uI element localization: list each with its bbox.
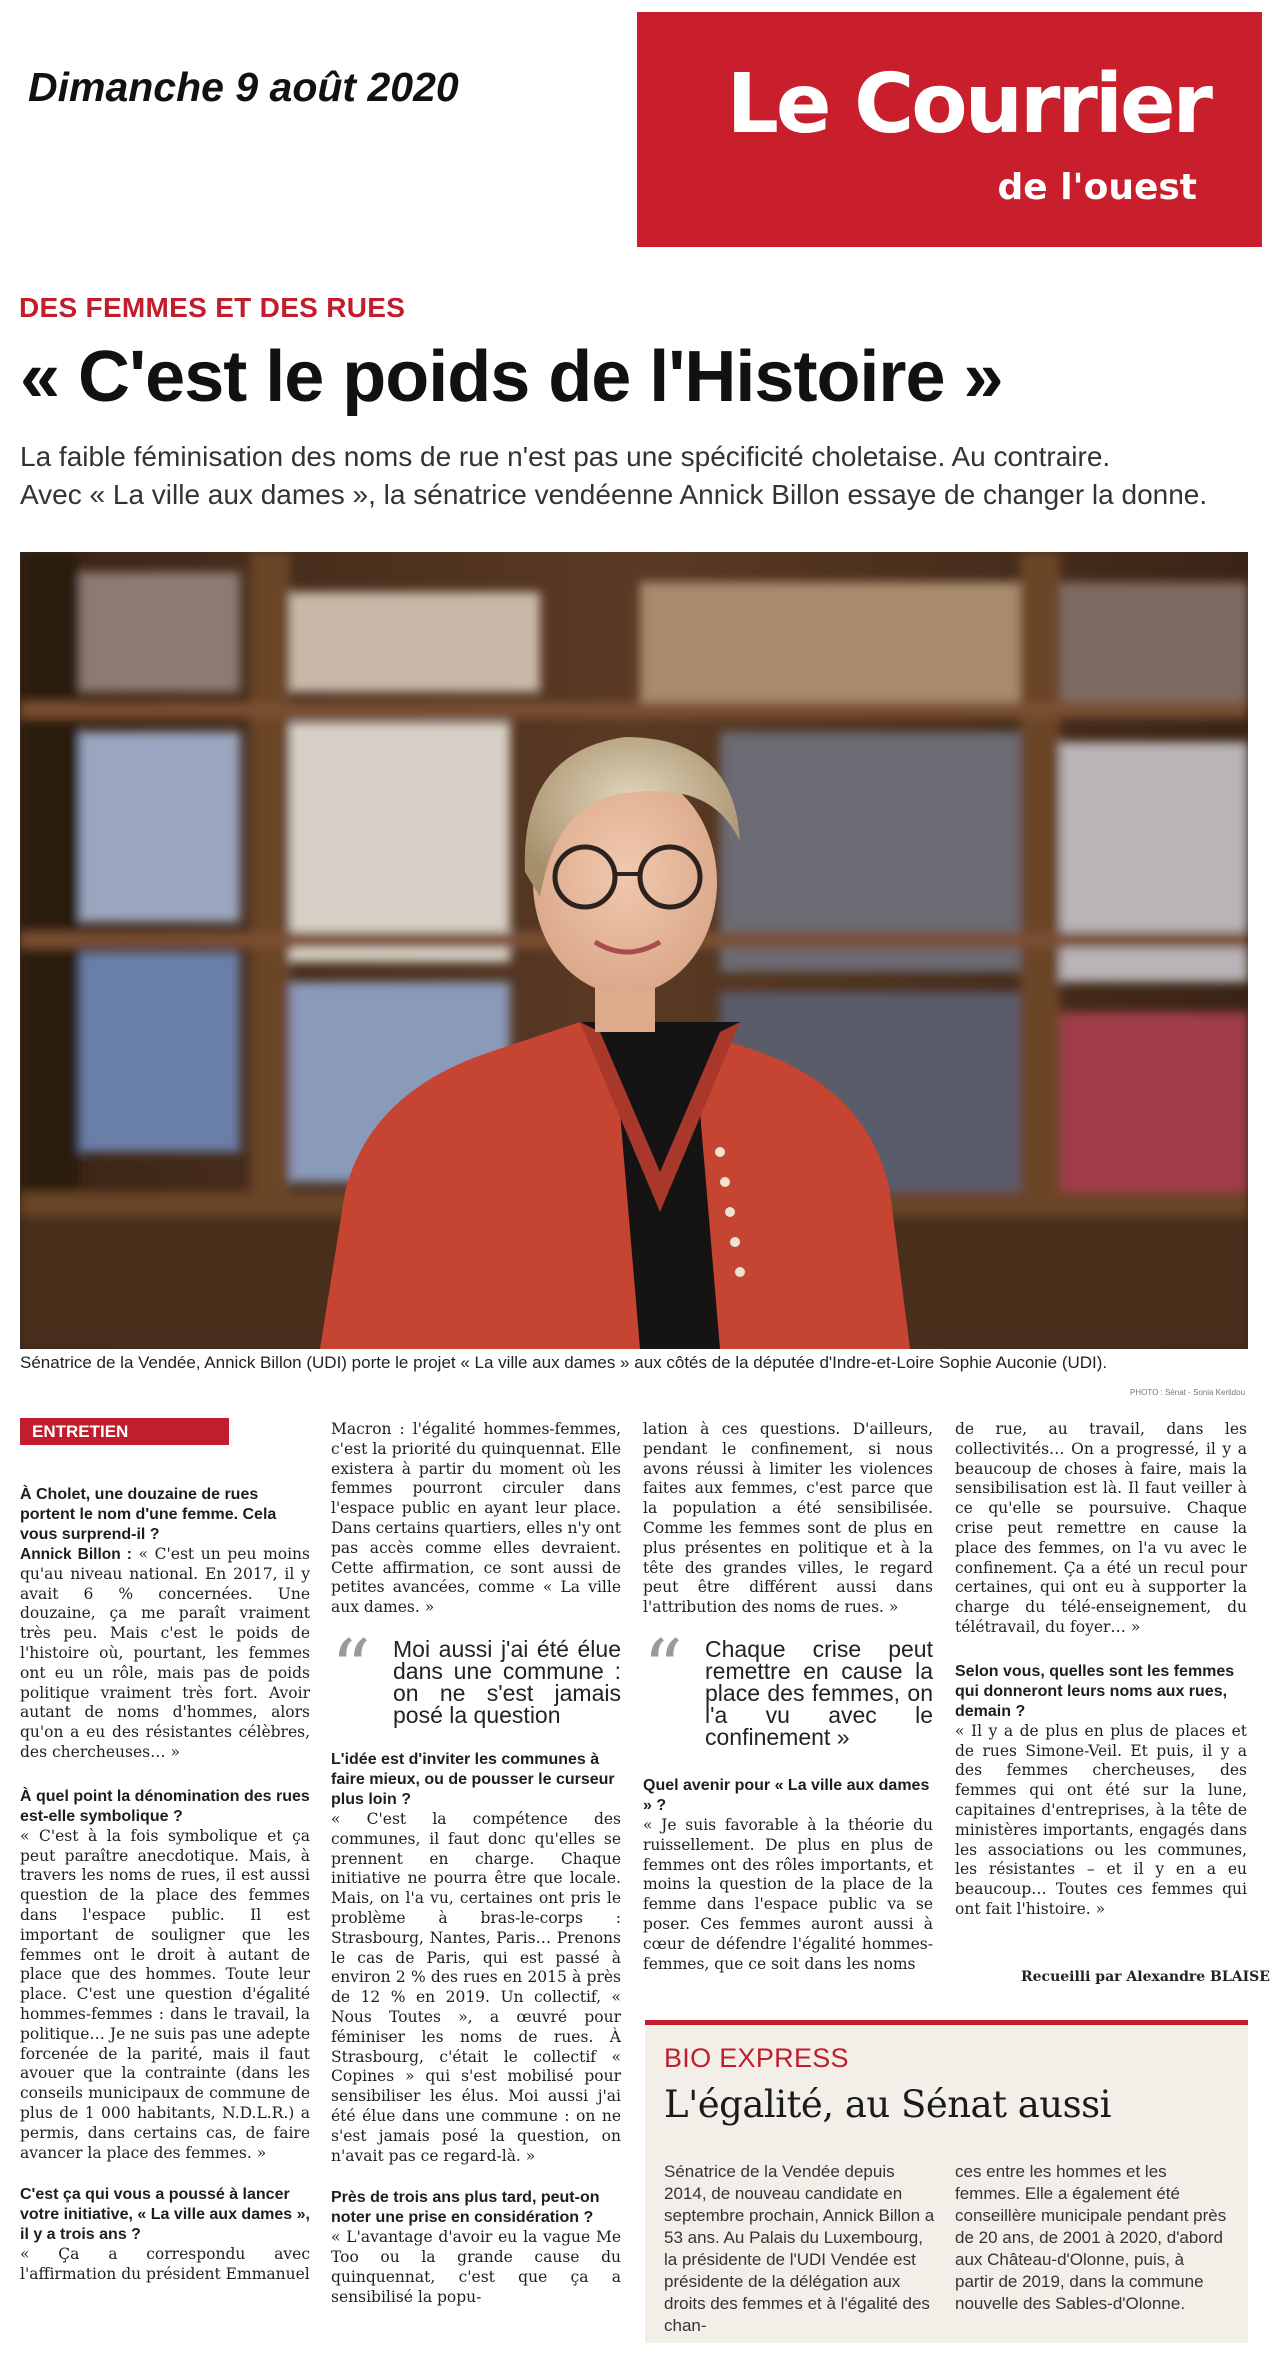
- interview-answer: « Ça a correspondu avec l'affirmation du président Emmanuel: [20, 2245, 310, 2284]
- bio-column-1: Sénatrice de la Vendée depuis 2014, de nouveau candidate en septembre prochain, Annick Billon a 53 ans. Au Palais du Luxembourg, la présidente de l'UDI Vendée est présidente de la délégation aux droits des femmes et à l'égalité des chan-: [664, 2162, 935, 2335]
- photo-caption: Sénatrice de la Vendée, Annick Billon (UDI) porte le projet « La ville aux dames » aux côtés de la députée d'Indre-et-Loire Sophie Auconie (UDI).: [20, 1353, 1108, 1372]
- interview-question: À Cholet, une douzaine de rues portent le nom d'une femme. Cela vous surprend-il ?: [20, 1486, 277, 1543]
- interview-answer: lation à ces questions. D'ailleurs, pendant le confinement, si nous avons réussi à limiter les violences faites aux femmes, c'est parce que la population a été sensibilisée. Comme les femmes sont de plus en plus présentes en politique et à la tête des grandes villes, le regard peut être différent aussi dans l'attribution des noms de rues. »: [643, 1420, 933, 1617]
- bio-express-box: [645, 2020, 1248, 2343]
- interview-question: C'est ça qui vous a poussé à lancer votre initiative, « La ville aux dames », il y a trois ans ?: [20, 2186, 310, 2244]
- interview-question: À quel point la dénomination des rues est-elle symbolique ?: [20, 1787, 310, 1825]
- interview-answer: de rue, au travail, dans les collectivités… On a progressé, il y a beaucoup de choses à faire, mais la sensibilisation est là. Il faut veiller à ce qu'elle se poursuive. Chaque crise peut remettre en cause la place des femmes, on l'a vu avec le confinement. Ça a été un recul pour certaines, qui ont eu à supporter la charge du télé-enseignement, du télétravail, du foyer… »: [955, 1420, 1247, 1636]
- interview-question: Selon vous, quelles sont les femmes qui donneront leurs noms aux rues, demain ?: [955, 1662, 1235, 1720]
- standfirst-line: Avec « La ville aux dames », la sénatrice vendéenne Annick Billon essaye de changer la donne.: [20, 479, 1208, 510]
- publication-date: Dimanche 9 août 2020: [28, 64, 459, 110]
- article-column-4: [955, 1420, 1247, 1920]
- interview-answer: « Je suis favorable à la théorie du ruissellement. De plus en plus de femmes ont des rôles importants, et moins la question de la place de la femme dans l'espace public va se poser. Ces femmes auront aussi à cœur de défendre l'égalité hommes-femmes, que ce soit dans les noms: [643, 1815, 933, 1973]
- article-kicker: DES FEMMES ET DES RUES: [19, 292, 406, 323]
- newspaper-logo: [637, 12, 1262, 247]
- interview-answer: « C'est à la fois symbolique et ça peut paraître anecdotique. Mais, à travers les noms de rues, il est aussi question de la place des femmes dans l'espace public. Il est important de souligner que les femmes ont le droit à autant de place que des hommes. Toute leur place. C'est une question d'égalité hommes-femmes : dans le travail, la politique… Je ne suis pas une adepte forcenée de la parité, mais il faut avouer que la contrainte (dans les conseils municipaux de commune de plus de 1 000 habitants, N.D.L.R.) a permis, dans certains cas, de faire avancer la place des femmes. »: [20, 1826, 310, 2162]
- pull-quote: [331, 1623, 621, 1728]
- logo-main-text: Le Courrier: [726, 57, 1210, 152]
- article-column-1: [20, 1485, 310, 2285]
- article-photo: [20, 552, 1248, 1349]
- article-standfirst: [20, 438, 1260, 514]
- bio-kicker: BIO EXPRESS: [664, 2043, 849, 2073]
- article-column-3: [643, 1420, 933, 1974]
- standfirst-line: La faible féminisation des noms de rue n'est pas une spécificité choletaise. Au contraire.: [20, 441, 1111, 472]
- bio-title: L'égalité, au Sénat aussi: [664, 2083, 1111, 2126]
- pull-quote: [643, 1623, 933, 1750]
- article-signature: Recueilli par Alexandre BLAISE: [1021, 1969, 1270, 1985]
- section-tag: ENTRETIEN: [20, 1418, 229, 1445]
- interview-question: L'idée est d'inviter les communes à faire mieux, ou de pousser le curseur plus loin ?: [331, 1750, 615, 1808]
- bio-column-2: ces entre les hommes et les femmes. Elle a également été conseillère municipale pendant près de 20 ans, de 2001 à 2020, d'abord aux Château-d'Olonne, puis, à partir de 2019, dans la commune nouvelle des Sables-d'Olonne.: [955, 2162, 1227, 2313]
- quote-mark-icon: “: [643, 1623, 683, 1714]
- interview-answer: « C'est un peu moins qu'au niveau national. En 2017, il y avait 6 % concernées. Une douzaine, ça me paraît vraiment très peu. Mais c'est le poids de l'histoire où, pourtant, les femmes ont eu un rôle, mais pas de poids politique vraiment très fort. Avoir autant de noms d'hommes, alors qu'on a eu des résistantes célèbres, des chercheuses… »: [20, 1545, 310, 1761]
- portrait-photo-illustration: [20, 552, 1248, 1349]
- article-headline: « C'est le poids de l'Histoire »: [20, 337, 1003, 417]
- speaker-label: Annick Billon :: [20, 1546, 132, 1563]
- interview-answer: Macron : l'égalité hommes-femmes, c'est la priorité du quinquennat. Elle existera à partir du moment où les femmes pourront circuler dans l'espace public en ayant leur place. Dans certains quartiers, elles n'y ont pas accès comme elles devraient. Cette affirmation, ce sont aussi de petites avancées, comme « La ville aux dames. »: [331, 1420, 621, 1617]
- photo-credit: PHOTO : Sénat - Sonia Kerlidou: [1130, 1388, 1246, 1397]
- logo-sub-text: de l'ouest: [997, 167, 1197, 208]
- interview-question: Près de trois ans plus tard, peut-on noter une prise en considération ?: [331, 2189, 600, 2227]
- interview-question: Quel avenir pour « La ville aux dames » ?: [643, 1776, 930, 1814]
- article-column-2: [331, 1420, 621, 2308]
- interview-answer: « C'est la compétence des communes, il faut donc qu'elles se prennent en charge. Chaque initiative ne pourra être que locale. Mais, on l'a vu, certaines ont pris le problème à bras-le-corps : Strasbourg, Nantes, Paris… Prenons le cas de Paris, qui est passé à environ 2 % des rues en 2015 à près de 12 % en 2019. Un collectif, « Nous Toutes », a œuvré pour féminiser les noms de rues. À Strasbourg, c'était le collectif « Copines » qui s'est mobilisé pour sensibiliser les élus. Moi aussi j'ai été élue dans une commune : on ne s'est jamais posé la question, on n'avait pas ce regard-là. »: [331, 1809, 621, 2165]
- interview-answer: « Il y a de plus en plus de places et de rues Simone-Veil. Et puis, il y a des femmes chercheuses, des femmes qui ont été sur la lune, capitaines d'entreprises, à la tête de ministères importants, engagés dans les associations ou les communes, les résistantes – et il y en a eu beaucoup… Toutes ces femmes qui ont fait l'histoire. »: [955, 1721, 1247, 1918]
- pull-quote-text: Moi aussi j'ai été élue dans une commune : on ne s'est jamais posé la question: [393, 1635, 621, 1728]
- interview-answer: « L'avantage d'avoir eu la vague Me Too ou la grande cause du quinquennat, c'est que ça a sensibilisé la popu-: [331, 2228, 621, 2306]
- quote-mark-icon: “: [331, 1623, 371, 1714]
- pull-quote-text: Chaque crise peut remettre en cause la place des femmes, on l'a vu avec le confinement »: [705, 1635, 933, 1750]
